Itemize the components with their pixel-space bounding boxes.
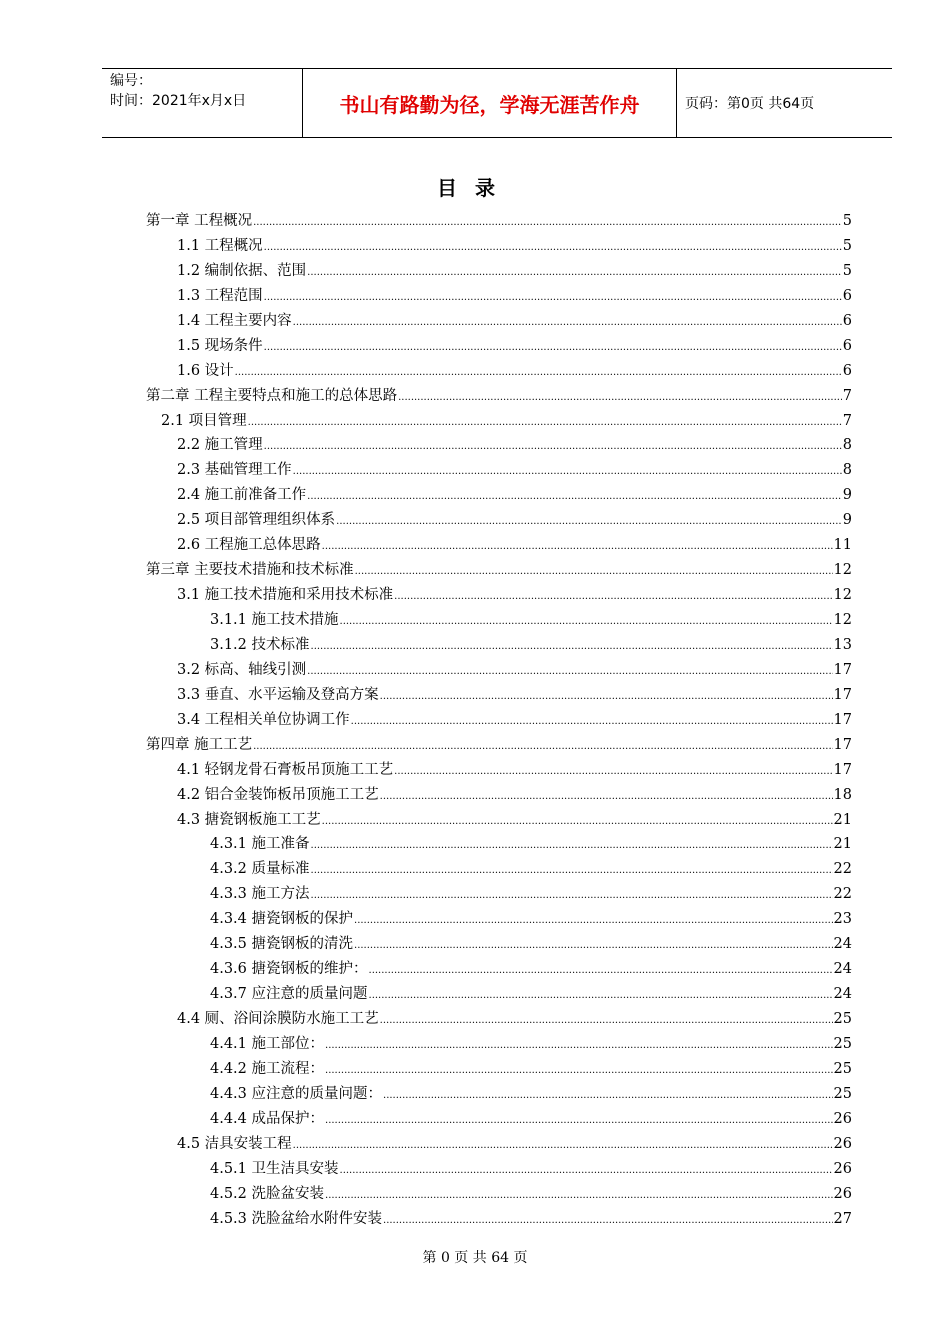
toc-entry-label: 4.3.4 搪瓷钢板的保护	[210, 911, 354, 928]
toc-entry[interactable]	[146, 658, 852, 683]
toc-entry-page: 17	[833, 661, 852, 678]
toc-entry-page: 26	[833, 1160, 852, 1177]
toc-entry-label: 2.5 项目部管理组织体系	[177, 512, 336, 529]
toc-entry-label: 4.2 铝合金装饰板吊顶施工工艺	[177, 786, 379, 803]
toc-entry-label: 1.4 工程主要内容	[177, 312, 292, 329]
toc-entry-page: 12	[833, 612, 852, 628]
toc-entry-label: 3.1 施工技术措施和采用技术标准	[177, 587, 394, 604]
toc-entry[interactable]	[146, 433, 852, 458]
toc-entry-page: 6	[842, 287, 852, 304]
table-of-contents	[146, 209, 852, 1231]
toc-entry[interactable]	[146, 733, 852, 758]
toc-entry[interactable]	[146, 758, 852, 783]
toc-entry-page: 17	[833, 686, 852, 703]
toc-entry-label: 4.4.1 施工部位：	[210, 1035, 325, 1052]
toc-entry-label: 3.2 标高、轴线引测	[177, 661, 307, 678]
toc-entry-label: 4.5.3 洗脸盆给水附件安装	[210, 1210, 383, 1227]
toc-leader-dots	[322, 537, 833, 553]
toc-entry-page: 27	[833, 1210, 852, 1227]
toc-entry-page: 5	[842, 262, 852, 279]
toc-entry[interactable]	[146, 508, 852, 533]
toc-entry-label: 1.1 工程概况	[177, 237, 263, 254]
toc-entry-label: 4.5.1 卫生洁具安装	[210, 1160, 339, 1177]
toc-entry-page: 26	[833, 1185, 852, 1202]
toc-leader-dots	[394, 587, 832, 603]
toc-entry[interactable]	[146, 907, 852, 932]
toc-entry-page: 9	[842, 487, 852, 504]
toc-entry[interactable]	[146, 1107, 852, 1132]
toc-leader-dots	[325, 1111, 833, 1127]
toc-entry[interactable]	[146, 259, 852, 284]
toc-entry-label: 1.2 编制依据、范围	[177, 262, 307, 279]
toc-entry-label: 4.4 厕、浴间涂膜防水施工工艺	[177, 1011, 379, 1027]
toc-leader-dots	[264, 288, 842, 304]
toc-leader-dots	[322, 812, 833, 828]
toc-entry-label: 4.3.1 施工准备	[210, 836, 310, 853]
toc-entry-label: 1.3 工程范围	[177, 287, 263, 304]
toc-entry-page: 7	[842, 387, 852, 404]
toc-entry[interactable]	[146, 458, 852, 483]
toc-entry-page: 21	[833, 836, 852, 853]
toc-entry-label: 4.5 洁具安装工程	[177, 1135, 292, 1152]
page-footer: 第 0 页 共 64 页	[422, 1250, 528, 1266]
toc-entry-label: 2.3 基础管理工作	[177, 462, 292, 479]
toc-entry[interactable]	[146, 334, 852, 359]
toc-entry-page: 23	[833, 911, 852, 928]
toc-entry-page: 17	[833, 761, 852, 778]
toc-leader-dots	[369, 961, 833, 977]
toc-entry-label: 2.1 项目管理	[161, 412, 247, 429]
toc-leader-dots	[351, 712, 833, 728]
toc-leader-dots	[248, 413, 842, 429]
toc-entry[interactable]	[146, 1007, 852, 1032]
toc-entry-page: 11	[833, 537, 852, 554]
toc-entry-page: 22	[833, 886, 852, 903]
toc-leader-dots	[383, 1086, 833, 1102]
toc-entry[interactable]	[146, 633, 852, 658]
toc-entry[interactable]	[146, 857, 852, 882]
toc-entry-label: 4.3.3 施工方法	[210, 886, 310, 903]
toc-leader-dots	[325, 1061, 833, 1077]
toc-leader-dots	[394, 762, 832, 778]
toc-leader-dots	[354, 911, 833, 927]
toc-entry-label: 4.3.7 应注意的质量问题	[210, 986, 368, 1003]
toc-entry-page: 26	[833, 1135, 852, 1152]
toc-leader-dots	[264, 338, 842, 354]
toc-leader-dots	[311, 886, 833, 902]
toc-entry-page: 24	[833, 961, 852, 978]
toc-entry[interactable]	[146, 1082, 852, 1107]
toc-entry-page: 9	[842, 512, 852, 529]
document-time-label: 时间：2021年x月x日	[110, 93, 247, 109]
toc-entry-page: 5	[842, 237, 852, 254]
toc-entry-page: 12	[833, 587, 852, 604]
toc-leader-dots	[307, 487, 842, 503]
toc-entry[interactable]	[146, 1182, 852, 1207]
toc-leader-dots	[311, 637, 833, 653]
toc-leader-dots	[369, 986, 833, 1002]
toc-leader-dots	[340, 612, 833, 628]
toc-leader-dots	[293, 462, 842, 478]
toc-entry[interactable]	[146, 808, 852, 833]
toc-entry-label: 4.3 搪瓷钢板施工工艺	[177, 811, 321, 828]
toc-entry[interactable]	[146, 1207, 852, 1232]
toc-entry-label: 1.5 现场条件	[177, 337, 263, 354]
toc-entry[interactable]	[146, 832, 852, 857]
toc-entry[interactable]	[146, 708, 852, 733]
toc-entry-page: 18	[833, 786, 852, 803]
header-left-cell	[102, 69, 303, 137]
toc-entry-label: 4.3.5 搪瓷钢板的清洗	[210, 936, 354, 953]
toc-entry[interactable]	[146, 533, 852, 558]
toc-entry-page: 6	[842, 312, 852, 329]
toc-entry-label: 3.4 工程相关单位协调工作	[177, 711, 350, 728]
toc-leader-dots	[354, 936, 833, 952]
toc-entry-label: 3.3 垂直、水平运输及登高方案	[177, 686, 379, 703]
toc-entry[interactable]	[146, 359, 852, 384]
toc-entry[interactable]	[146, 957, 852, 982]
toc-entry[interactable]	[146, 932, 852, 957]
toc-entry[interactable]	[146, 882, 852, 907]
toc-leader-dots	[380, 787, 833, 803]
toc-entry-page: 21	[833, 811, 852, 828]
toc-entry[interactable]	[146, 558, 852, 583]
toc-leader-dots	[355, 562, 833, 578]
toc-entry-page: 25	[833, 1060, 852, 1077]
toc-entry-page: 5	[842, 213, 852, 229]
toc-entry[interactable]	[146, 309, 852, 334]
toc-leader-dots	[235, 363, 842, 379]
toc-entry-page: 25	[833, 1011, 852, 1027]
toc-leader-dots	[383, 1211, 833, 1227]
toc-leader-dots	[293, 1136, 833, 1152]
document-number-label: 编号：	[110, 73, 152, 89]
toc-entry[interactable]	[146, 683, 852, 708]
toc-leader-dots	[325, 1186, 833, 1202]
toc-entry-label: 3.1.1 施工技术措施	[210, 612, 339, 628]
toc-entry-label: 2.2 施工管理	[177, 437, 263, 454]
toc-entry-page: 26	[833, 1110, 852, 1127]
toc-entry-label: 4.5.2 洗脸盆安装	[210, 1185, 325, 1202]
toc-leader-dots	[380, 1011, 833, 1027]
toc-entry-page: 12	[833, 562, 852, 579]
toc-entry-label: 第四章 施工工艺	[146, 736, 253, 753]
toc-leader-dots	[264, 238, 842, 254]
toc-entry-page: 25	[833, 1085, 852, 1102]
toc-leader-dots	[398, 388, 842, 404]
toc-entry-label: 4.4.4 成品保护：	[210, 1110, 325, 1127]
header-page-info: 页码：第0页 共64页	[685, 96, 815, 112]
toc-entry-page: 6	[842, 362, 852, 379]
toc-entry-page: 7	[842, 412, 852, 429]
toc-leader-dots	[253, 213, 842, 229]
toc-entry[interactable]	[146, 209, 852, 234]
toc-leader-dots	[253, 737, 832, 753]
toc-leader-dots	[293, 313, 842, 329]
toc-entry-label: 1.6 设计	[177, 362, 234, 379]
toc-entry-label: 4.3.2 质量标准	[210, 861, 310, 878]
toc-entry[interactable]	[146, 284, 852, 309]
toc-entry-label: 第一章 工程概况	[146, 213, 253, 229]
toc-entry[interactable]	[146, 384, 852, 409]
toc-entry[interactable]	[146, 1157, 852, 1182]
toc-entry-label: 4.3.6 搪瓷钢板的维护：	[210, 961, 368, 978]
toc-entry-page: 6	[842, 337, 852, 354]
toc-leader-dots	[340, 1161, 833, 1177]
toc-leader-dots	[307, 263, 842, 279]
toc-entry-label: 4.1 轻钢龙骨石膏板吊顶施工工艺	[177, 761, 394, 778]
toc-entry[interactable]	[146, 483, 852, 508]
toc-entry[interactable]	[146, 409, 852, 434]
toc-entry-page: 24	[833, 986, 852, 1003]
toc-entry[interactable]	[146, 982, 852, 1007]
toc-entry-page: 22	[833, 861, 852, 878]
toc-entry-label: 2.6 工程施工总体思路	[177, 537, 321, 554]
toc-leader-dots	[336, 512, 842, 528]
toc-entry[interactable]	[146, 783, 852, 808]
toc-entry-page: 13	[833, 636, 852, 653]
header-motto: 书山有路勤为径，学海无涯苦作舟	[303, 69, 677, 137]
toc-leader-dots	[380, 687, 833, 703]
toc-entry[interactable]	[146, 234, 852, 259]
toc-entry-page: 8	[842, 462, 852, 479]
toc-leader-dots	[325, 1036, 833, 1052]
toc-entry-page: 25	[833, 1035, 852, 1052]
toc-entry-label: 4.4.3 应注意的质量问题：	[210, 1085, 383, 1102]
toc-entry[interactable]	[146, 1057, 852, 1082]
toc-leader-dots	[264, 437, 842, 453]
toc-entry-page: 24	[833, 936, 852, 953]
toc-entry-label: 2.4 施工前准备工作	[177, 487, 307, 504]
toc-entry-page: 17	[833, 711, 852, 728]
toc-entry-label: 第三章 主要技术措施和技术标准	[146, 562, 354, 579]
toc-title: 目录	[437, 176, 513, 200]
toc-leader-dots	[307, 662, 832, 678]
toc-entry-page: 17	[833, 736, 852, 753]
toc-entry-label: 4.4.2 施工流程：	[210, 1060, 325, 1077]
toc-entry-page: 8	[842, 437, 852, 454]
toc-entry[interactable]	[146, 1132, 852, 1157]
toc-leader-dots	[311, 861, 833, 877]
toc-leader-dots	[311, 836, 833, 852]
toc-entry-label: 第二章 工程主要特点和施工的总体思路	[146, 387, 398, 404]
toc-entry[interactable]	[146, 1032, 852, 1057]
toc-entry[interactable]	[146, 608, 852, 633]
toc-entry[interactable]	[146, 583, 852, 608]
page-header	[102, 68, 892, 138]
toc-entry-label: 3.1.2 技术标准	[210, 636, 310, 653]
